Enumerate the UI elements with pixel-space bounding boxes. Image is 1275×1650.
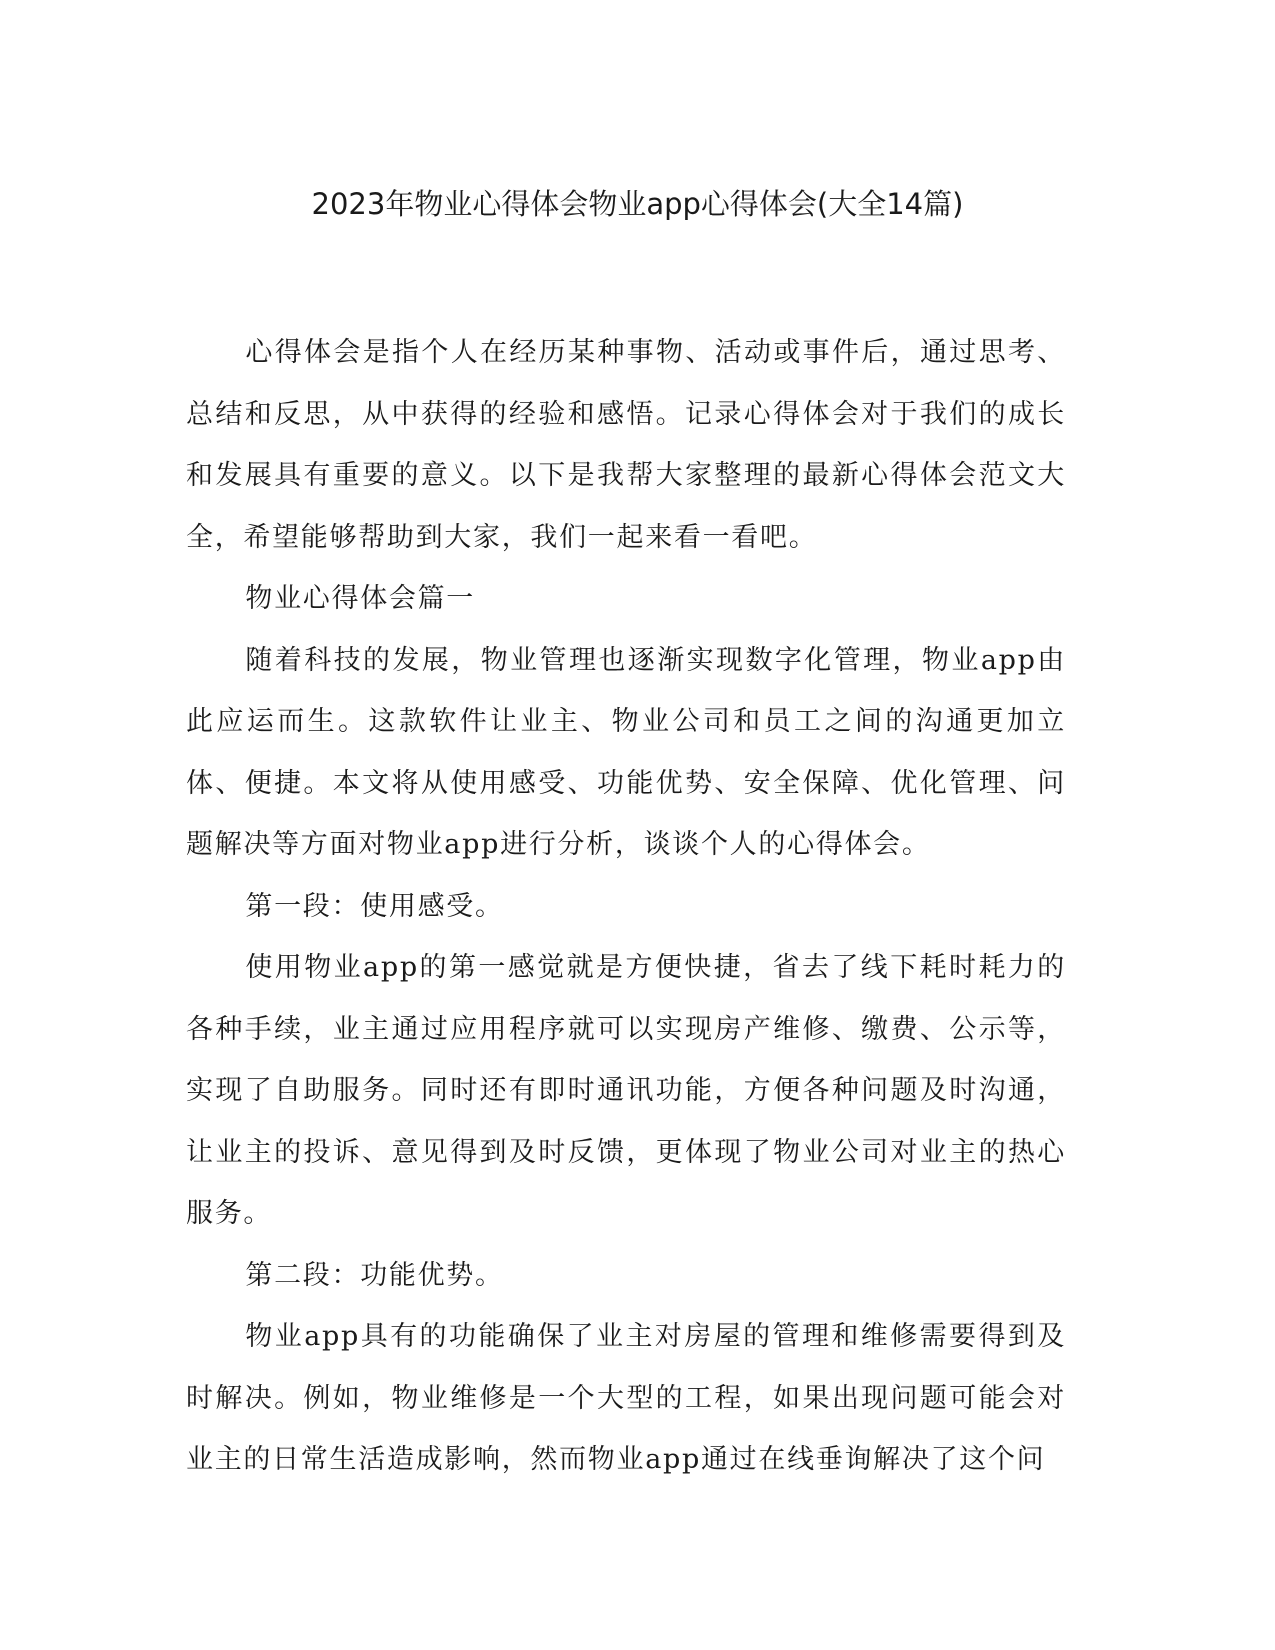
paragraph-3: 物业app具有的功能确保了业主对房屋的管理和维修需要得到及时解决。例如，物业维修是一个大型的工程，如果出现问题可能会对业主的日常生活造成影响，然而物业app通过在线垂询解决了这个问	[186, 1321, 1066, 1475]
document-body	[186, 322, 1066, 1491]
subheading-part-2: 第二段：功能优势。	[245, 1259, 504, 1291]
section-heading-1: 物业心得体会篇一	[245, 583, 475, 614]
paragraph-intro: 心得体会是指个人在经历某种事物、活动或事件后，通过思考、总结和反思，从中获得的经验和感悟。记录心得体会对于我们的成长和发展具有重要的意义。以下是我帮大家整理的最新心得体会范文大全，希望能够帮助到大家，我们一起来看一看吧。	[186, 337, 1066, 553]
subheading-part-1: 第一段：使用感受。	[245, 890, 504, 922]
paragraph-1: 随着科技的发展，物业管理也逐渐实现数字化管理，物业app由此应运而生。这款软件让业主、物业公司和员工之间的沟通更加立体、便捷。本文将从使用感受、功能优势、安全保障、优化管理、问题解决等方面对物业app进行分析，谈谈个人的心得体会。	[186, 644, 1066, 860]
document-title: 2023年物业心得体会物业app心得体会(大全14篇)	[311, 187, 964, 221]
paragraph-2: 使用物业app的第一感觉就是方便快捷，省去了线下耗时耗力的各种手续，业主通过应用程序就可以实现房产维修、缴费、公示等，实现了自助服务。同时还有即时通讯功能，方便各种问题及时沟通，让业主的投诉、意见得到及时反馈，更体现了物业公司对业主的热心服务。	[186, 952, 1066, 1229]
